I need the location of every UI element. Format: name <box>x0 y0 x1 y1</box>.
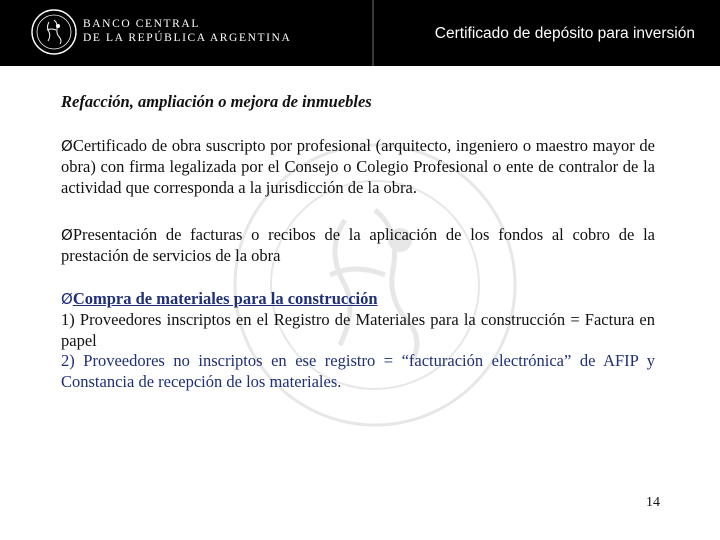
bullet-certificado <box>61 136 655 198</box>
slide-title: Certificado de depósito para inversión <box>434 25 695 42</box>
arrow-bullet-icon: Ø <box>61 137 73 155</box>
list-item-proveedores-no-inscriptos: 2) Proveedores no inscriptos en ese registro = “facturación electrónica” de AFIP y Constancia de recepción de los materiales. <box>61 351 655 392</box>
bullet-facturas-text: Presentación de facturas o recibos de la aplicación de los fondos al cobro de la prestación de servicios de la obra <box>61 225 655 266</box>
page-number: 14 <box>646 495 660 510</box>
bank-name-line1: BANCO CENTRAL <box>83 18 200 30</box>
bank-logo <box>0 0 370 66</box>
slide-content <box>61 92 655 393</box>
bullet-facturas <box>61 225 655 267</box>
arrow-bullet-icon: Ø <box>61 289 73 308</box>
bullet-compra-title: Compra de materiales para la construcción <box>72 288 378 308</box>
slide-title-box <box>372 0 720 66</box>
section-title: Refacción, ampliación o mejora de inmuebles <box>61 92 372 111</box>
header-bar <box>0 0 720 66</box>
bcra-seal-icon <box>30 8 78 56</box>
arrow-bullet-icon: Ø <box>61 226 73 245</box>
list-item-proveedores-inscriptos: 1) Proveedores inscriptos en el Registro de Materiales para la construcción = Factura en papel <box>61 309 655 350</box>
bullet-compra-materiales <box>61 289 655 310</box>
bullet-certificado-text: Certificado de obra suscripto por profesional (arquitecto, ingeniero o maestro mayor de obra) con firma legalizada por el Consejo o Colegio Profesional o ente de contralor de la actividad que corresponda a la jurisdicción de la obra. <box>61 136 655 197</box>
bank-name-line2: DE LA REPÚBLICA ARGENTINA <box>83 32 292 44</box>
bank-name <box>83 17 291 45</box>
